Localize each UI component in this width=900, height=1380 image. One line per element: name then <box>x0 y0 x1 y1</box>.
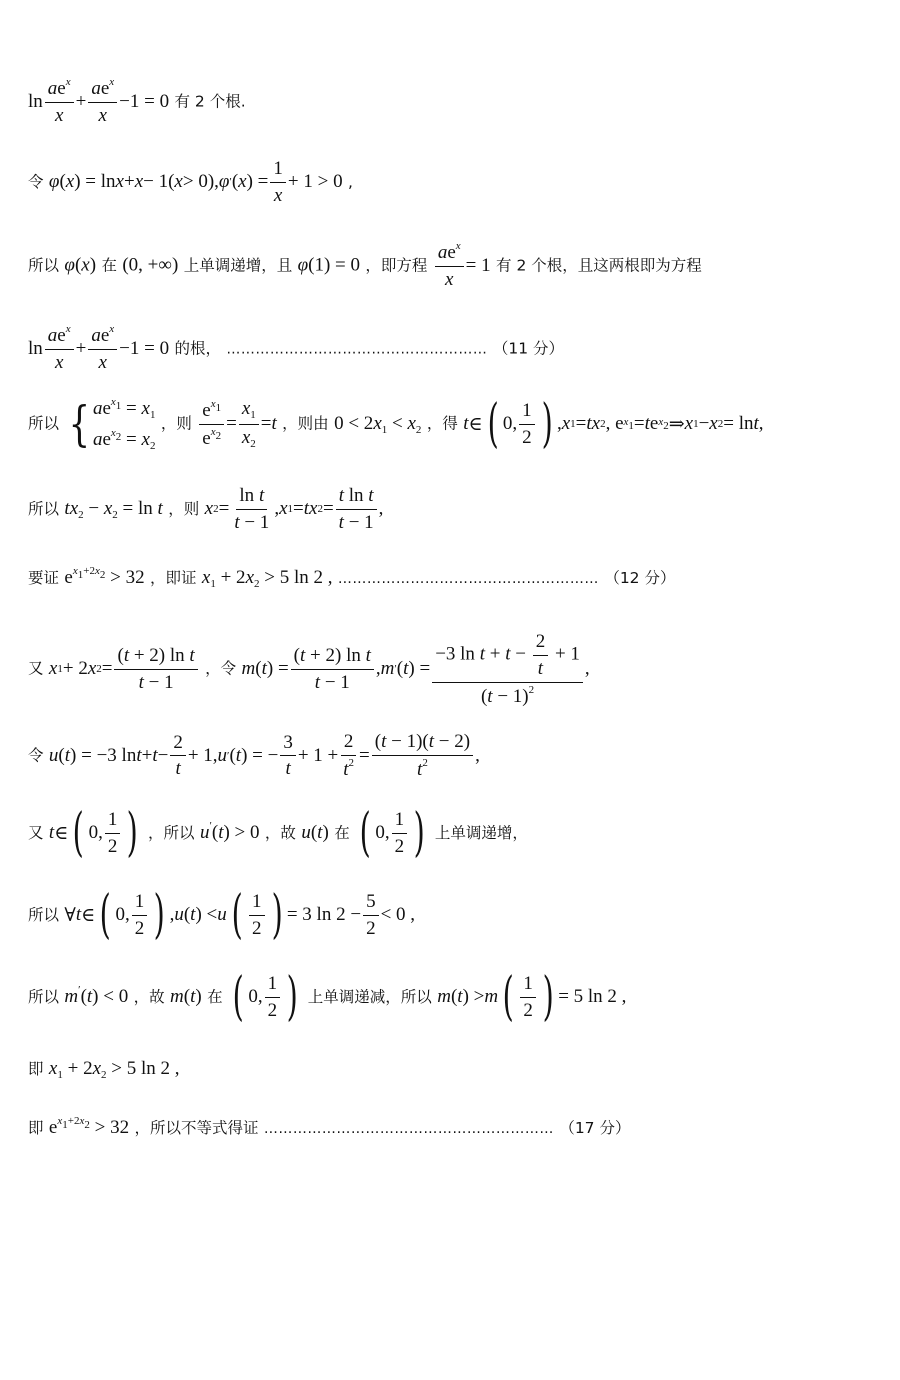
formula: $x_1 + 2x_2 > 5$ ln 2 , <box>48 1058 180 1081</box>
formula: x 1 + 2 x 2 = $\frac{\text{(t + 2) ln t}}{t - 1}$ <box>49 644 200 695</box>
line-5 <box>28 393 764 454</box>
text: 的根， <box>174 339 222 358</box>
text: ，令 <box>205 659 237 678</box>
text: 又 <box>28 659 44 678</box>
text: 所以 <box>28 499 60 518</box>
score-label: （17 分） <box>559 1119 631 1137</box>
formula: φ(x) <box>64 254 97 276</box>
text: 所以 <box>28 987 60 1006</box>
score-label: （12 分） <box>604 569 676 587</box>
text: ，所以不等式得证 <box>134 1119 259 1137</box>
text: 上单调递增，且 <box>183 256 293 275</box>
score-label: （11 分） <box>492 339 564 358</box>
line-1 <box>28 76 246 128</box>
formula: $e^{x_1+2x_2} > 32$ <box>48 1115 130 1138</box>
formula: u′(t) > 0 <box>199 819 260 843</box>
formula: t ∈ ( 0, $\frac{1}{2}$ ) , x 1 = tx 2 , e $x_1$ = t e $x_2$ ⇒ x 1 − x 2 = ln t , <box>463 393 764 454</box>
text: 令 <box>28 746 44 765</box>
formula: $\frac{ae^x}{x}$ = 1 <box>433 240 491 292</box>
formula: m ( t ) > m ( $\frac{1}{2}$ ) = 5 ln 2 , <box>437 966 627 1027</box>
text: 即 <box>28 1060 44 1078</box>
text: ，所以 <box>148 823 195 842</box>
line-13 <box>28 1057 180 1081</box>
formula: $e^{x_1+2x_2} > 32$ <box>64 565 145 588</box>
formula: m ( t ) = $\frac{\text{(t + 2) ln t}}{t - 1}$ , m ′ ( t ) = −3 ln t + t − $\frac{2}{t}$ + 1 $(t - 1)^2$ , <box>241 631 590 707</box>
text: 上单调递增， <box>434 823 528 842</box>
formula-phi-definition: φ ( x ) = ln x + x − 1( x > 0), φ ′ ( x ) = $\frac{1}{x}$ + 1 > 0 <box>48 158 343 206</box>
formula: m(t) <box>170 985 202 1007</box>
formula: $tx_2 - x_2 = \ln t$ <box>64 497 163 521</box>
formula: $\frac{e^{x_1}}{e^{x_2}}$ = $\frac{x_1}{x_2}$ = t <box>197 397 276 452</box>
formula: (0, +∞) <box>122 254 179 276</box>
text: 所以 <box>28 905 60 924</box>
line-10 <box>28 802 528 863</box>
text: 有 2 个根. <box>174 92 246 111</box>
text: ，即方程 <box>365 256 428 275</box>
text: 令 <box>28 172 44 191</box>
dots-leader: …………………………………………………… <box>263 1121 554 1137</box>
line-14 <box>28 1115 630 1139</box>
text: 有 2 个根，且这两根即为方程 <box>496 256 702 275</box>
formula: $0 < 2x_1 < x_2$ <box>334 412 422 436</box>
text: ，则由 <box>282 414 329 433</box>
formula: m′(t) < 0 <box>64 983 129 1007</box>
line-7 <box>28 565 675 590</box>
text: ，得 <box>426 414 458 433</box>
formula: u ( t ) = −3 ln t + t − $\frac{2}{t}$ + 1, u ′ ( t ) = − $\frac{3}{t}$ + 1 + $\frac{2}{t^2}$ = $\frac{(t - 1)(t - 2)}{t^2}$ , <box>48 731 480 780</box>
text: 要证 <box>28 569 60 587</box>
formula: t ∈ ( 0, $\frac{1}{2}$ ) <box>48 802 139 863</box>
formula: φ(1) = 0 <box>297 254 360 276</box>
formula: u(t) <box>301 821 329 843</box>
text: 在 <box>207 987 223 1006</box>
formula: x 2 = $\frac{\text{ln t}}{t - 1}$ , x 1 = tx 2 = $\frac{\text{t ln t}}{t - 1}$ , <box>204 485 384 533</box>
text: 即 <box>28 1119 44 1137</box>
text: ，则 <box>168 499 200 518</box>
line-2 <box>28 157 353 208</box>
line-4 <box>28 323 564 375</box>
text: 所以 <box>28 256 60 275</box>
equation-system: { $ae^{x_1} = x_1$ $ae^{x_2} = x_2$ <box>69 396 156 452</box>
formula-ln-equation: ln $\frac{ae^x}{x}$ + $\frac{ae^x}{x}$ −1 = 0 <box>28 323 170 373</box>
text: 在 <box>101 256 117 275</box>
text: , <box>347 172 353 191</box>
dots-leader: ……………………………………………… <box>337 571 599 587</box>
text: ，故 <box>264 823 296 842</box>
formula: ( 0, $\frac{1}{2}$ ) <box>232 966 298 1027</box>
line-6 <box>28 484 383 535</box>
text: ，则 <box>160 414 192 433</box>
formula: ( 0, $\frac{1}{2}$ ) <box>359 802 425 863</box>
line-12 <box>28 966 627 1027</box>
text: 上单调递减，所以 <box>307 987 432 1006</box>
text: 在 <box>334 823 350 842</box>
line-9 <box>28 730 480 782</box>
formula: $x_1 + 2x_2 > 5$ ln 2 , <box>201 567 333 590</box>
line-11 <box>28 884 416 945</box>
formula-ln-equation: ln $\frac{ae^x}{x}$ + $\frac{ae^x}{x}$ −1 = 0 <box>28 76 170 126</box>
text: 所以 <box>28 414 60 433</box>
dots-leader: ……………………………………………… <box>226 341 488 358</box>
line-8 <box>28 630 590 708</box>
text: 又 <box>28 823 44 842</box>
text: ，即证 <box>149 569 197 587</box>
formula: ∀ t ∈ ( 0, $\frac{1}{2}$ ) , u ( t ) < u ( $\frac{1}{2}$ ) = 3 ln 2 − $\frac{5}{2}$ < 0 , <box>64 884 416 945</box>
text: ，故 <box>133 987 165 1006</box>
line-3 <box>28 240 702 292</box>
